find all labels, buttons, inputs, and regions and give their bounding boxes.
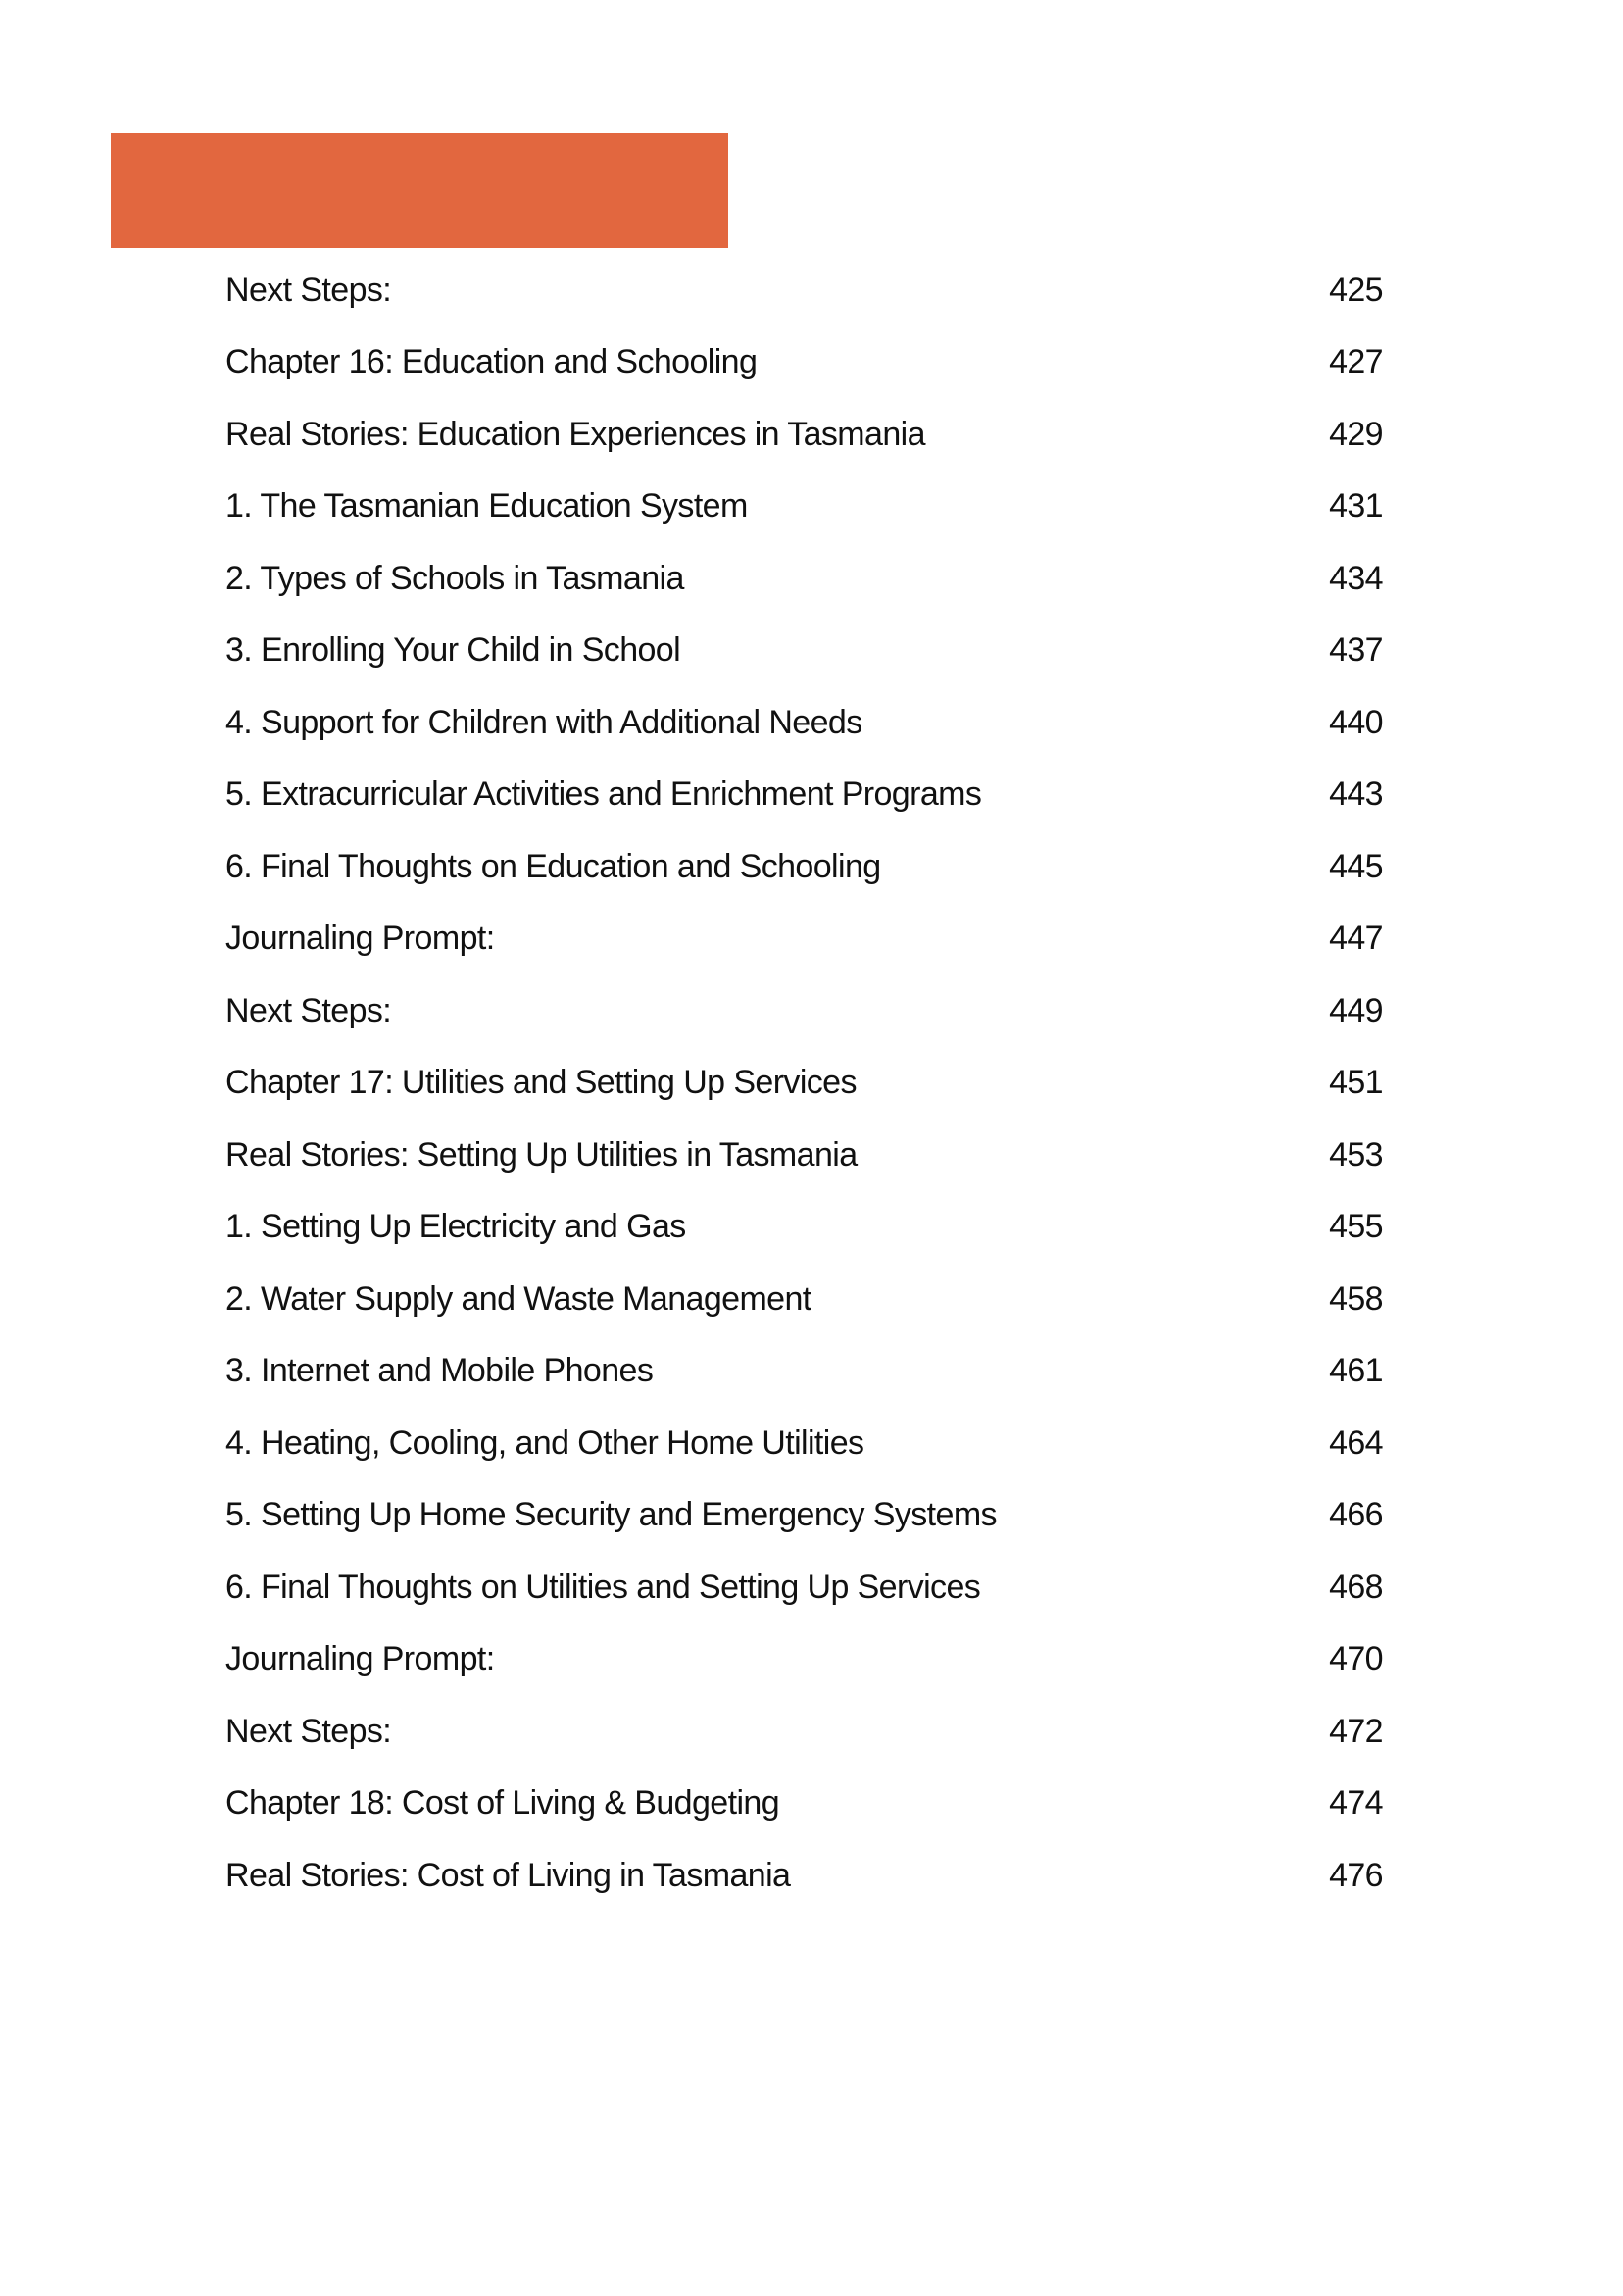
- toc-entry-page: 458: [1329, 1279, 1383, 1318]
- toc-entry[interactable]: [225, 686, 1383, 759]
- toc-entry-title: 3. Enrolling Your Child in School: [225, 631, 681, 670]
- toc-entry-title: Real Stories: Setting Up Utilities in Tasmania: [225, 1135, 858, 1173]
- toc-entry[interactable]: [225, 903, 1383, 975]
- toc-entry[interactable]: [225, 1191, 1383, 1264]
- toc-entry-title: Real Stories: Cost of Living in Tasmania: [225, 1856, 791, 1894]
- toc-entry[interactable]: [225, 326, 1383, 399]
- toc-entry[interactable]: [225, 542, 1383, 615]
- toc-entry-title: 1. The Tasmanian Education System: [225, 487, 748, 525]
- toc-entry-page: 455: [1329, 1208, 1383, 1246]
- toc-entry-title: Next Steps:: [225, 271, 392, 309]
- toc-entry[interactable]: [225, 1839, 1383, 1912]
- toc-entry-page: 461: [1329, 1352, 1383, 1390]
- toc-entry-page: 453: [1329, 1135, 1383, 1173]
- toc-entry-title: Next Steps:: [225, 1712, 392, 1750]
- toc-entry-title: 5. Extracurricular Activities and Enrichment Programs: [225, 775, 982, 814]
- toc-entry[interactable]: [225, 1551, 1383, 1623]
- toc-entry-page: 445: [1329, 847, 1383, 885]
- toc-entry[interactable]: [225, 1623, 1383, 1696]
- toc-entry[interactable]: [225, 254, 1383, 326]
- toc-entry-title: Chapter 18: Cost of Living & Budgeting: [225, 1784, 780, 1822]
- toc-entry-page: 470: [1329, 1640, 1383, 1678]
- toc-entry[interactable]: [225, 471, 1383, 543]
- header-accent-bar: [111, 133, 728, 248]
- toc-entry-title: Journaling Prompt:: [225, 920, 495, 958]
- toc-entry[interactable]: [225, 830, 1383, 903]
- toc-entry-title: 4. Heating, Cooling, and Other Home Utilities: [225, 1423, 864, 1462]
- toc-entry-title: Chapter 17: Utilities and Setting Up Services: [225, 1064, 857, 1102]
- toc-entry-page: 472: [1329, 1712, 1383, 1750]
- toc-entry-page: 468: [1329, 1568, 1383, 1606]
- toc-entry[interactable]: [225, 1695, 1383, 1768]
- toc-entry-page: 437: [1329, 631, 1383, 670]
- toc-entry-title: 3. Internet and Mobile Phones: [225, 1352, 654, 1390]
- toc-entry-page: 425: [1329, 271, 1383, 309]
- toc-entry-title: 6. Final Thoughts on Utilities and Setting Up Services: [225, 1568, 981, 1606]
- toc-entry-title: 1. Setting Up Electricity and Gas: [225, 1208, 686, 1246]
- toc-entry[interactable]: [225, 1119, 1383, 1191]
- toc-entry[interactable]: [225, 1263, 1383, 1335]
- toc-entry-title: Next Steps:: [225, 991, 392, 1029]
- toc-entry-page: 440: [1329, 703, 1383, 741]
- toc-entry-title: 6. Final Thoughts on Education and Schooling: [225, 847, 881, 885]
- toc-entry-page: 434: [1329, 559, 1383, 597]
- toc-entry-page: 447: [1329, 920, 1383, 958]
- toc-entry-title: 2. Water Supply and Waste Management: [225, 1279, 812, 1318]
- toc-entry-page: 427: [1329, 343, 1383, 381]
- toc-entry[interactable]: [225, 1047, 1383, 1120]
- toc-entry[interactable]: [225, 1479, 1383, 1552]
- toc-entry-title: Real Stories: Education Experiences in Tasmania: [225, 415, 925, 453]
- toc-entry-page: 451: [1329, 1064, 1383, 1102]
- toc-entry-title: 5. Setting Up Home Security and Emergency Systems: [225, 1496, 997, 1534]
- toc-entry-title: 2. Types of Schools in Tasmania: [225, 559, 684, 597]
- toc-entry-page: 449: [1329, 991, 1383, 1029]
- table-of-contents: [225, 254, 1383, 1912]
- toc-entry[interactable]: [225, 615, 1383, 687]
- toc-entry[interactable]: [225, 398, 1383, 471]
- toc-entry[interactable]: [225, 974, 1383, 1047]
- toc-entry-page: 474: [1329, 1784, 1383, 1822]
- toc-entry-title: 4. Support for Children with Additional Needs: [225, 703, 862, 741]
- toc-entry[interactable]: [225, 1335, 1383, 1408]
- toc-entry-title: Journaling Prompt:: [225, 1640, 495, 1678]
- toc-entry-page: 443: [1329, 775, 1383, 814]
- toc-entry-page: 431: [1329, 487, 1383, 525]
- toc-entry[interactable]: [225, 1407, 1383, 1479]
- toc-entry-page: 476: [1329, 1856, 1383, 1894]
- toc-entry[interactable]: [225, 1768, 1383, 1840]
- toc-entry-page: 466: [1329, 1496, 1383, 1534]
- toc-entry-title: Chapter 16: Education and Schooling: [225, 343, 758, 381]
- toc-entry-page: 429: [1329, 415, 1383, 453]
- toc-entry-page: 464: [1329, 1423, 1383, 1462]
- toc-entry[interactable]: [225, 759, 1383, 831]
